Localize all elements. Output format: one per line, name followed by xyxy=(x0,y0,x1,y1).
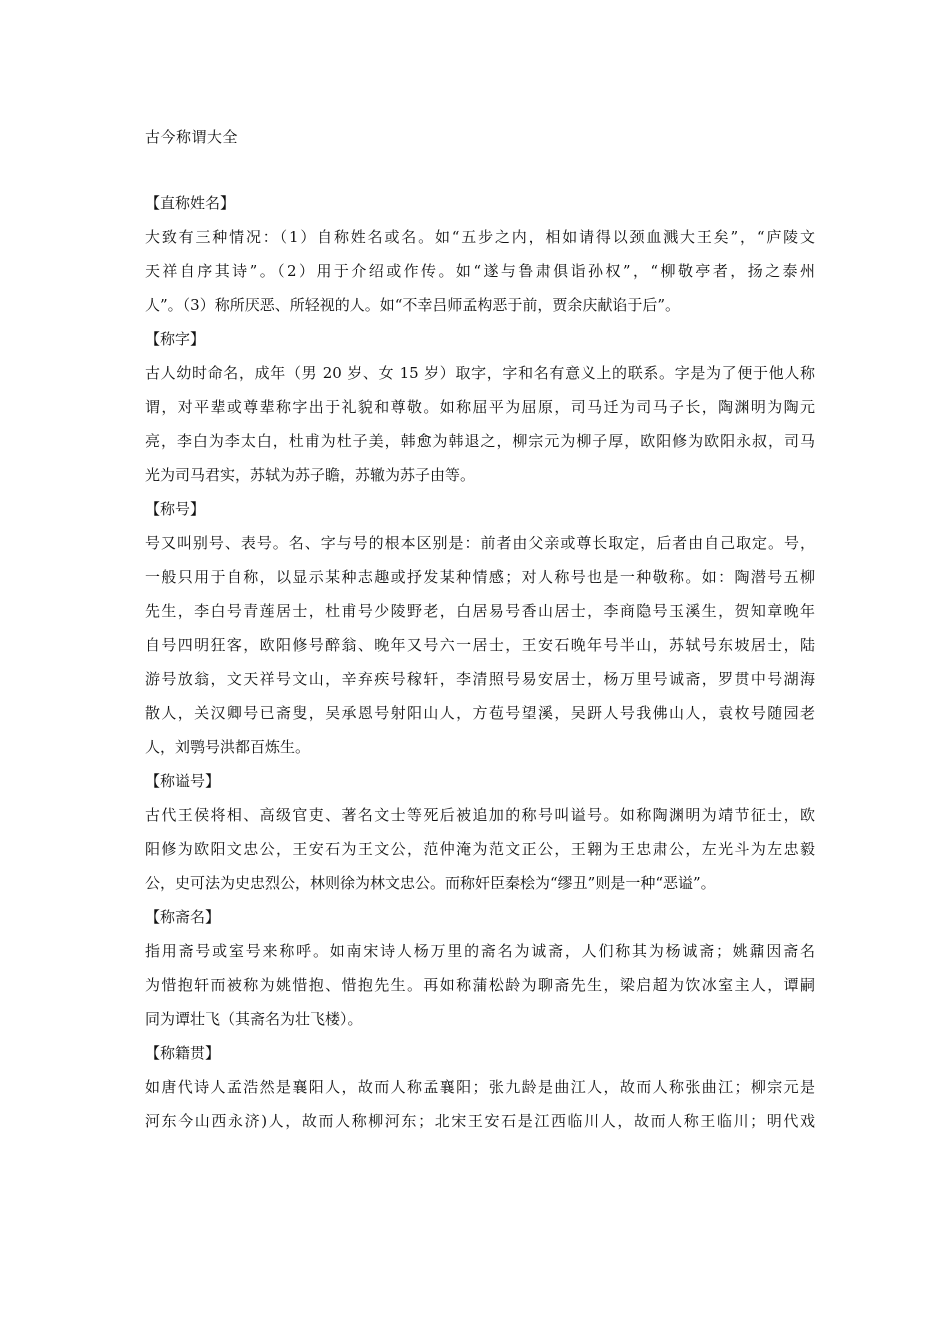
paragraph-line: 亮，李白为李太白，杜甫为杜子美，韩愈为韩退之，柳宗元为柳子厚，欧阳修为欧阳永叔，司马 xyxy=(145,432,815,450)
section-heading: 【称籍贯】 xyxy=(145,1044,221,1062)
paragraph-line: 大致有三种情况：（1）自称姓名或名。如“五步之内，相如请得以颈血溅大王矣”，“庐陵文 xyxy=(145,228,815,246)
paragraph-line: 阳修为欧阳文忠公，王安石为王文公，范仲淹为范文正公，王翱为王忠肃公，左光斗为左忠毅 xyxy=(145,840,815,858)
paragraph-line: 古人幼时命名，成年（男 20 岁、女 15 岁）取字，字和名有意义上的联系。字是为了便于他人称 xyxy=(145,364,815,382)
section-heading: 【直称姓名】 xyxy=(145,194,236,212)
paragraph-line: 古代王侯将相、高级官吏、著名文士等死后被追加的称号叫谥号。如称陶渊明为靖节征士，欧 xyxy=(145,806,815,824)
section-heading: 【称谥号】 xyxy=(145,772,221,790)
section-heading: 【称字】 xyxy=(145,330,206,348)
paragraph-line: 指用斋号或室号来称呼。如南宋诗人杨万里的斋名为诚斋，人们称其为杨诚斋；姚鼐因斋名 xyxy=(145,942,815,960)
section-posthumous-name xyxy=(145,764,815,900)
paragraph-line: 人，刘鹗号洪都百炼生。 xyxy=(145,738,311,756)
paragraph-line: 同为谭壮飞（其斋名为壮飞楼）。 xyxy=(145,1010,363,1028)
document-title: 古今称谓大全 xyxy=(145,128,239,146)
paragraph-line: 如唐代诗人孟浩然是襄阳人，故而人称孟襄阳；张九龄是曲江人，故而人称张曲江；柳宗元是 xyxy=(145,1078,815,1096)
section-heading: 【称斋名】 xyxy=(145,908,221,926)
paragraph-line: 公，史可法为史忠烈公，林则徐为林文忠公。而称奸臣秦桧为“缪丑”则是一种“恶谥”。 xyxy=(145,874,716,892)
section-native-place xyxy=(145,1036,815,1138)
paragraph-line: 自号四明狂客，欧阳修号醉翁、晚年又号六一居士，王安石晚年号半山，苏轼号东坡居士，陆 xyxy=(145,636,815,654)
section-direct-name xyxy=(145,186,815,322)
paragraph-line: 为惜抱轩而被称为姚惜抱、惜抱先生。再如称蒲松龄为聊斋先生，梁启超为饮冰室主人，谭嗣 xyxy=(145,976,815,994)
section-art-name xyxy=(145,492,815,764)
paragraph-line: 一般只用于自称，以显示某种志趣或抒发某种情感；对人称号也是一种敬称。如：陶潜号五柳 xyxy=(145,568,815,586)
paragraph-line: 光为司马君实，苏轼为苏子瞻，苏辙为苏子由等。 xyxy=(145,466,476,484)
section-heading: 【称号】 xyxy=(145,500,206,518)
paragraph-line: 游号放翁，文天祥号文山，辛弃疾号稼轩，李清照号易安居士，杨万里号诚斋，罗贯中号湖海 xyxy=(145,670,815,688)
document-body xyxy=(145,186,815,1138)
paragraph-line: 散人，关汉卿号已斋叟，吴承恩号射阳山人，方苞号望溪，吴趼人号我佛山人，袁枚号随园老 xyxy=(145,704,815,722)
section-studio-name xyxy=(145,900,815,1036)
paragraph-line: 天祥自序其诗”。（2）用于介绍或作传。如“遂与鲁肃俱诣孙权”，“柳敬亭者，扬之泰州 xyxy=(145,262,815,280)
paragraph-line: 号又叫别号、表号。名、字与号的根本区别是：前者由父亲或尊长取定，后者由自己取定。号， xyxy=(145,534,815,552)
paragraph-line: 先生，李白号青莲居士，杜甫号少陵野老，白居易号香山居士，李商隐号玉溪生，贺知章晚年 xyxy=(145,602,815,620)
paragraph-line: 人”。（3）称所厌恶、所轻视的人。如“不幸吕师孟构恶于前，贾余庆献谄于后”。 xyxy=(145,296,681,314)
section-courtesy-name xyxy=(145,322,815,492)
paragraph-line: 谓，对平辈或尊辈称字出于礼貌和尊敬。如称屈平为屈原，司马迁为司马子长，陶渊明为陶元 xyxy=(145,398,815,416)
paragraph-line: 河东今山西永济)人，故而人称柳河东；北宋王安石是江西临川人，故而人称王临川；明代戏 xyxy=(145,1112,815,1130)
